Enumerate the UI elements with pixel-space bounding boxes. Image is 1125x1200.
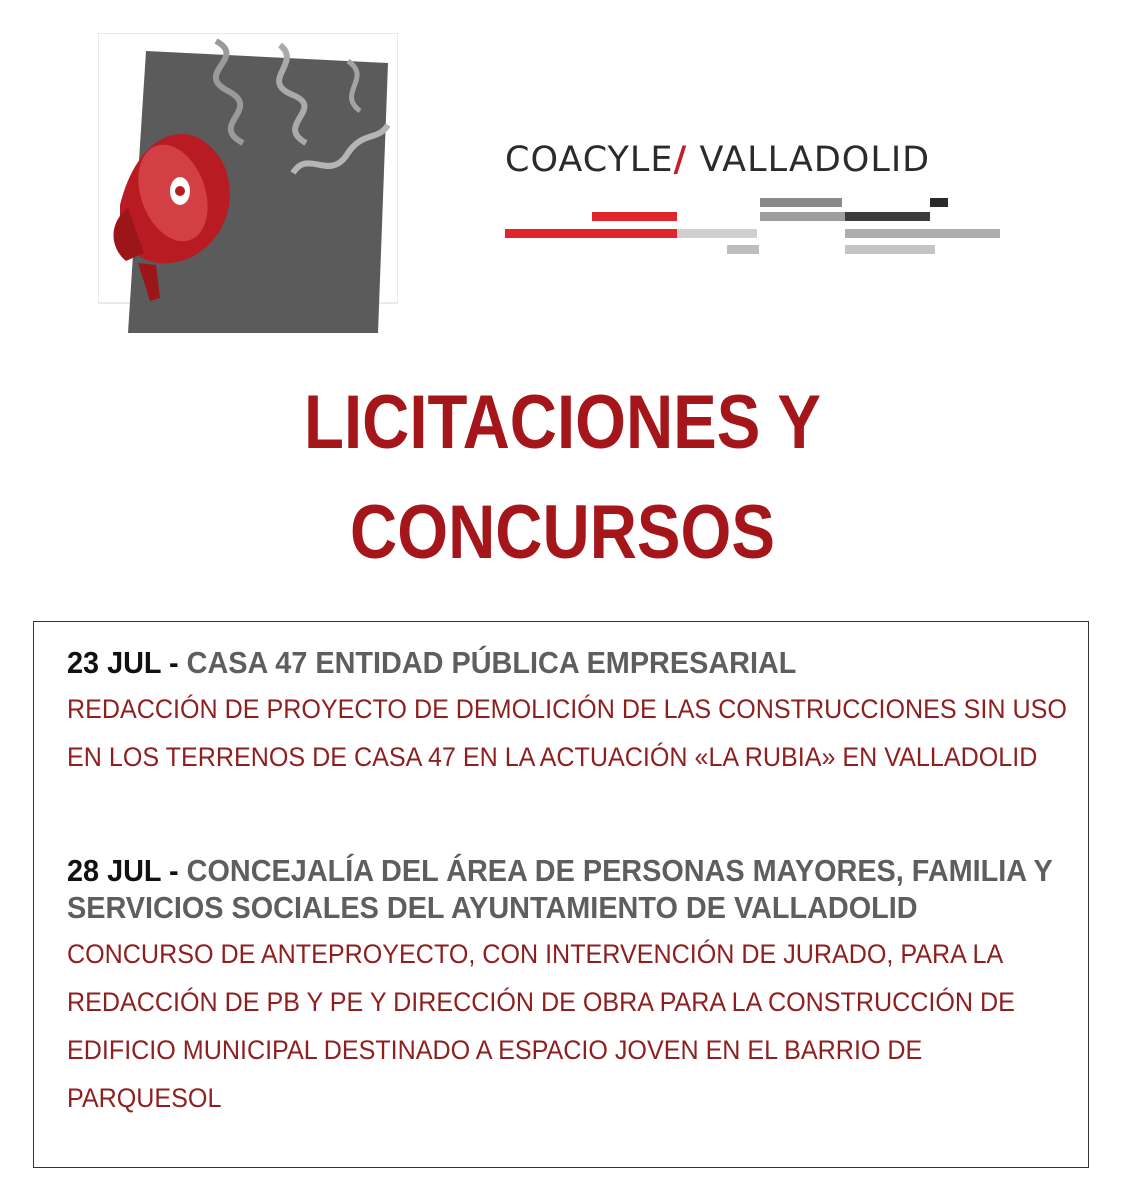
notice-date: 28 JUL - [67, 853, 187, 888]
org-name [505, 140, 930, 180]
notice-entry [67, 644, 1067, 781]
logo-bar [930, 198, 948, 207]
notice-box [33, 621, 1089, 1168]
org-slash: / [673, 140, 688, 180]
notice-header [67, 644, 1071, 681]
notice-header [67, 852, 1071, 926]
org-name-left: COACYLE [505, 140, 674, 180]
logo-bar [845, 245, 935, 254]
notice-description: CONCURSO DE ANTEPROYECTO, CON INTERVENCIÓN DE JURADO, PARA LA REDACCIÓN DE PB Y PE Y DIRECCIÓN DE OBRA PARA LA CONSTRUCCIÓN DE EDIFICIO MUNICIPAL DESTINADO A ESPACIO JOVEN EN EL BARRIO DE PARQUESOL [67, 939, 1015, 1113]
logo-bar [760, 198, 842, 207]
logo-bar [727, 245, 759, 254]
notice-entity: CONCEJALÍA DEL ÁREA DE PERSONAS MAYORES, FAMILIA Y SERVICIOS SOCIALES DEL AYUNTAMIENTO DE VALLADOLID [67, 853, 1053, 925]
page-title-line-2: CONCURSOS [350, 490, 775, 575]
notice-entity: CASA 47 ENTIDAD PÚBLICA EMPRESARIAL [186, 645, 797, 680]
notice-date: 23 JUL - [67, 645, 187, 680]
page-title-line-1: LICITACIONES Y [304, 380, 821, 465]
notice-description: REDACCIÓN DE PROYECTO DE DEMOLICIÓN DE LAS CONSTRUCCIONES SIN USO EN LOS TERRENOS DE CASA 47 EN LA ACTUACIÓN «LA RUBIA» EN VALLADOLID [67, 694, 1067, 772]
megaphone-logo [98, 33, 398, 333]
logo-bar [845, 229, 1000, 238]
page-title [79, 368, 1047, 588]
logo-bar [677, 229, 757, 238]
coacyle-logo [505, 140, 1005, 260]
logo-bar [845, 212, 930, 221]
logo-bar [505, 229, 677, 238]
logo-bar [592, 212, 677, 221]
org-name-right: VALLADOLID [699, 140, 931, 180]
logo-bar [760, 212, 845, 221]
notice-entry [67, 852, 1067, 1122]
